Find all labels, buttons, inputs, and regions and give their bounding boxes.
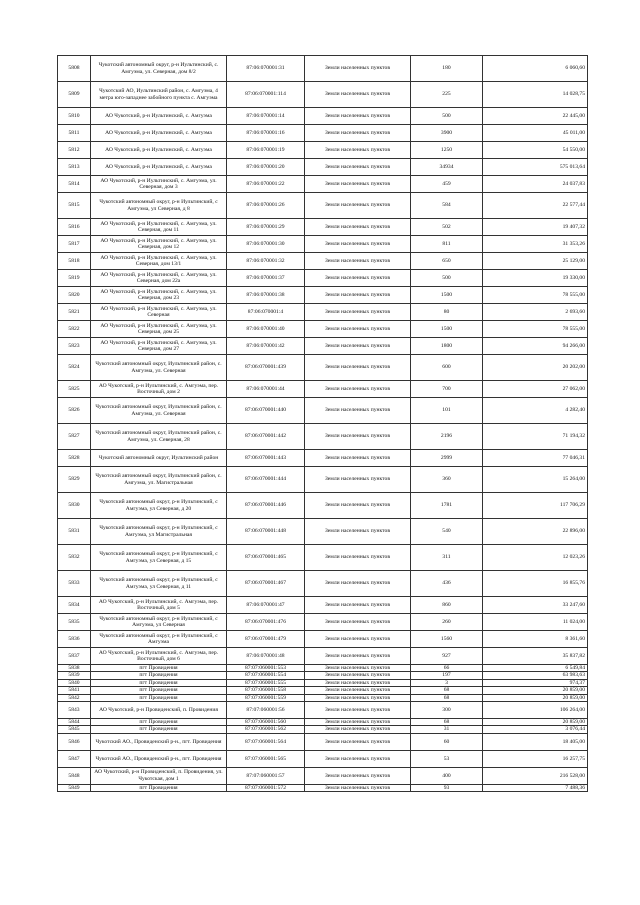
- address-cell: АО Чукотский, р-н Иультинский, с. Амгуэма, пер. Восточный, дом 5: [91, 597, 227, 614]
- cadastral-number-cell: 87:06:070001:440: [227, 398, 305, 424]
- row-number-cell: 5808: [58, 56, 91, 82]
- area-cell: 53: [411, 750, 483, 767]
- land-category-cell: Земли населенных пунктов: [305, 784, 411, 791]
- area-cell: 34934: [411, 159, 483, 176]
- cadastral-value-cell: 54 550,00: [483, 142, 588, 159]
- land-category-cell: Земли населенных пунктов: [305, 450, 411, 467]
- area-cell: 93: [411, 784, 483, 791]
- cadastral-number-cell: 87:06:070001:443: [227, 450, 305, 467]
- table-row: [58, 304, 588, 321]
- address-cell: пгт Провидения: [91, 687, 227, 694]
- land-category-cell: Земли населенных пунктов: [305, 355, 411, 381]
- cadastral-number-cell: 87:07:060001:558: [227, 687, 305, 694]
- cadastral-number-cell: 87:07:060001:554: [227, 672, 305, 679]
- cadastral-number-cell: 87:06:070001:37: [227, 270, 305, 287]
- cadastral-value-cell: 6 549,84: [483, 665, 588, 672]
- cadastral-number-cell: 87:07:060001:57: [227, 767, 305, 784]
- address-cell: АО Чукотский, р-н Провиденский, п. Провидения, ул. Чукотская, дом 1: [91, 767, 227, 784]
- table-body: [58, 56, 588, 792]
- land-category-cell: Земли населенных пунктов: [305, 142, 411, 159]
- table-row: [58, 694, 588, 701]
- table-row: [58, 719, 588, 726]
- area-cell: 540: [411, 519, 483, 545]
- row-number-cell: 5832: [58, 545, 91, 571]
- table-row: [58, 679, 588, 686]
- table-row: [58, 450, 588, 467]
- table-row: [58, 545, 588, 571]
- land-category-cell: Земли населенных пунктов: [305, 545, 411, 571]
- land-category-cell: Земли населенных пунктов: [305, 108, 411, 125]
- cadastral-number-cell: 87:06:070001:22: [227, 176, 305, 193]
- land-category-cell: Земли населенных пунктов: [305, 219, 411, 236]
- cadastral-value-cell: 63 983,63: [483, 672, 588, 679]
- address-cell: АО Чукотский, р-н Иультинский, с. Амгуэма, пер. Восточный, дом 2: [91, 381, 227, 398]
- row-number-cell: 5827: [58, 424, 91, 450]
- cadastral-number-cell: 87:06:070001:476: [227, 614, 305, 631]
- address-cell: Чукотский автономный округ, Иультинский район, с. Амгуэма, ул. Северная: [91, 355, 227, 381]
- area-cell: 700: [411, 381, 483, 398]
- cadastral-value-cell: 22 896,00: [483, 519, 588, 545]
- row-number-cell: 5843: [58, 702, 91, 719]
- address-cell: Чукотский автономный округ, р-н Иультинский, с. Амгуэма, ул. Северная, дом 8/2: [91, 56, 227, 82]
- land-category-cell: Земли населенных пунктов: [305, 159, 411, 176]
- cadastral-value-cell: 16 855,76: [483, 571, 588, 597]
- table-row: [58, 125, 588, 142]
- cadastral-value-cell: 575 013,64: [483, 159, 588, 176]
- address-cell: Чукотский АО, Иультинский район, с. Амгуэма, 4 метра юго-западнее забойного пункта с. Амгуэма: [91, 82, 227, 108]
- cadastral-number-cell: 87:06:070001:30: [227, 236, 305, 253]
- land-category-cell: Земли населенных пунктов: [305, 726, 411, 733]
- cadastral-value-cell: 45 011,00: [483, 125, 588, 142]
- land-category-cell: Земли населенных пунктов: [305, 750, 411, 767]
- area-cell: 650: [411, 253, 483, 270]
- land-plots-table: [57, 55, 588, 792]
- area-cell: 400: [411, 767, 483, 784]
- land-category-cell: Земли населенных пунктов: [305, 733, 411, 750]
- cadastral-number-cell: 87:06:070001:442: [227, 424, 305, 450]
- cadastral-number-cell: 87:07:060001:555: [227, 679, 305, 686]
- cadastral-number-cell: 87:06:070001:467: [227, 571, 305, 597]
- area-cell: 1781: [411, 493, 483, 519]
- cadastral-value-cell: 78 555,00: [483, 321, 588, 338]
- land-category-cell: Земли населенных пунктов: [305, 631, 411, 648]
- land-category-cell: Земли населенных пунктов: [305, 236, 411, 253]
- area-cell: 80: [411, 304, 483, 321]
- cadastral-value-cell: 94 266,00: [483, 338, 588, 355]
- table-row: [58, 142, 588, 159]
- table-row: [58, 270, 588, 287]
- address-cell: АО Чукотский, р-н Провиденский, п. Провидения: [91, 702, 227, 719]
- land-category-cell: Земли населенных пунктов: [305, 176, 411, 193]
- area-cell: 260: [411, 614, 483, 631]
- land-category-cell: Земли населенных пунктов: [305, 719, 411, 726]
- row-number-cell: 5839: [58, 672, 91, 679]
- area-cell: 2999: [411, 450, 483, 467]
- address-cell: Чукотский автономный округ, р-н Иультинский, с Амгуэма, ул Северная, д 8: [91, 193, 227, 219]
- row-number-cell: 5849: [58, 784, 91, 791]
- row-number-cell: 5835: [58, 614, 91, 631]
- cadastral-number-cell: 87:07:060001:564: [227, 733, 305, 750]
- area-cell: 436: [411, 571, 483, 597]
- cadastral-value-cell: 77 046,31: [483, 450, 588, 467]
- address-cell: пгт Провидения: [91, 784, 227, 791]
- cadastral-number-cell: 87:06:070001:42: [227, 338, 305, 355]
- cadastral-number-cell: 87:07:060001:562: [227, 726, 305, 733]
- table-row: [58, 687, 588, 694]
- area-cell: 1250: [411, 142, 483, 159]
- cadastral-value-cell: 27 062,00: [483, 381, 588, 398]
- cadastral-value-cell: 20 859,00: [483, 719, 588, 726]
- cadastral-number-cell: 87:06:070001:31: [227, 56, 305, 82]
- address-cell: Чукотский автономный округ, Иультинский район, с. Амгуэма, ул. Северная, 28: [91, 424, 227, 450]
- table-row: [58, 571, 588, 597]
- table-row: [58, 631, 588, 648]
- land-category-cell: Земли населенных пунктов: [305, 493, 411, 519]
- row-number-cell: 5812: [58, 142, 91, 159]
- row-number-cell: 5842: [58, 694, 91, 701]
- area-cell: 502: [411, 219, 483, 236]
- land-category-cell: Земли населенных пунктов: [305, 571, 411, 597]
- area-cell: 927: [411, 648, 483, 665]
- address-cell: пгт Провидения: [91, 665, 227, 672]
- row-number-cell: 5837: [58, 648, 91, 665]
- row-number-cell: 5809: [58, 82, 91, 108]
- table-row: [58, 672, 588, 679]
- cadastral-value-cell: 7 488,36: [483, 784, 588, 791]
- table-row: [58, 424, 588, 450]
- address-cell: АО Чукотский, р-н Иультинский, с. Амгуэма, ул. Северная, дом 25: [91, 321, 227, 338]
- table-row: [58, 108, 588, 125]
- cadastral-value-cell: 71 194,32: [483, 424, 588, 450]
- area-cell: 68: [411, 687, 483, 694]
- cadastral-value-cell: 22 445,00: [483, 108, 588, 125]
- row-number-cell: 5816: [58, 219, 91, 236]
- area-cell: 300: [411, 702, 483, 719]
- address-cell: АО Чукотский, р-н Иультинский, с. Амгуэма, ул. Северная, дом 22а: [91, 270, 227, 287]
- cadastral-number-cell: 87:06:070001:32: [227, 253, 305, 270]
- cadastral-number-cell: 87:06:070001:448: [227, 519, 305, 545]
- area-cell: 500: [411, 108, 483, 125]
- address-cell: АО Чукотский, р-н Иультинский, с. Амгуэма, пер. Восточный, дом 6: [91, 648, 227, 665]
- address-cell: Чукотский автономный округ, Иультинский район, с. Амгуэма, ул. Магистральная: [91, 467, 227, 493]
- row-number-cell: 5814: [58, 176, 91, 193]
- area-cell: 2196: [411, 424, 483, 450]
- row-number-cell: 5828: [58, 450, 91, 467]
- address-cell: АО Чукотский, р-н Иультинский, с. Амгуэма, ул. Северная: [91, 304, 227, 321]
- row-number-cell: 5825: [58, 381, 91, 398]
- land-category-cell: Земли населенных пунктов: [305, 665, 411, 672]
- row-number-cell: 5846: [58, 733, 91, 750]
- cadastral-value-cell: 78 555,00: [483, 287, 588, 304]
- cadastral-value-cell: 117 706,29: [483, 493, 588, 519]
- table-row: [58, 287, 588, 304]
- address-cell: Чукотский АО., Провиденский р-н., пгт. Провидения: [91, 733, 227, 750]
- address-cell: АО Чукотский, р-н Иультинский, с. Амгуэма, ул. Северная, дом 3: [91, 176, 227, 193]
- cadastral-value-cell: 20 859,00: [483, 694, 588, 701]
- area-cell: 860: [411, 597, 483, 614]
- table-row: [58, 493, 588, 519]
- area-cell: 68: [411, 694, 483, 701]
- area-cell: 1500: [411, 321, 483, 338]
- area-cell: 600: [411, 355, 483, 381]
- address-cell: Чукотский АО., Провиденский р-н., пгт. Провидения: [91, 750, 227, 767]
- table-row: [58, 236, 588, 253]
- table-row: [58, 398, 588, 424]
- row-number-cell: 5836: [58, 631, 91, 648]
- land-category-cell: Земли населенных пунктов: [305, 648, 411, 665]
- address-cell: Чукотский автономный округ, Иультинский район, с. Амгуэма, ул. Северная: [91, 398, 227, 424]
- cadastral-number-cell: 87:06:070001:38: [227, 287, 305, 304]
- table-row: [58, 597, 588, 614]
- cadastral-number-cell: 87:07:060001:572: [227, 784, 305, 791]
- row-number-cell: 5838: [58, 665, 91, 672]
- land-plots-table-page: [57, 55, 587, 792]
- cadastral-value-cell: 22 577,44: [483, 193, 588, 219]
- cadastral-number-cell: 87:06:070001:4: [227, 304, 305, 321]
- row-number-cell: 5818: [58, 253, 91, 270]
- area-cell: 459: [411, 176, 483, 193]
- land-category-cell: Земли населенных пунктов: [305, 270, 411, 287]
- cadastral-value-cell: 15 264,00: [483, 467, 588, 493]
- land-category-cell: Земли населенных пунктов: [305, 398, 411, 424]
- cadastral-number-cell: 87:06:070001:40: [227, 321, 305, 338]
- table-row: [58, 702, 588, 719]
- row-number-cell: 5848: [58, 767, 91, 784]
- land-category-cell: Земли населенных пунктов: [305, 287, 411, 304]
- address-cell: Чукотский автономный округ, р-н Иультинский, с Амгуэма: [91, 631, 227, 648]
- address-cell: Чукотский автономный округ, р-н Иультинский, с Амгуэма, ул Магистральная: [91, 519, 227, 545]
- row-number-cell: 5831: [58, 519, 91, 545]
- land-category-cell: Земли населенных пунктов: [305, 304, 411, 321]
- table-row: [58, 321, 588, 338]
- address-cell: Чукотский автономный округ, Иультинский район: [91, 450, 227, 467]
- cadastral-value-cell: 24 037,83: [483, 176, 588, 193]
- row-number-cell: 5823: [58, 338, 91, 355]
- cadastral-value-cell: 20 859,00: [483, 687, 588, 694]
- table-row: [58, 467, 588, 493]
- cadastral-number-cell: 87:06:070001:444: [227, 467, 305, 493]
- area-cell: 500: [411, 270, 483, 287]
- cadastral-number-cell: 87:06:070001:48: [227, 648, 305, 665]
- cadastral-value-cell: 19 330,00: [483, 270, 588, 287]
- table-row: [58, 784, 588, 791]
- cadastral-number-cell: 87:07:060001:565: [227, 750, 305, 767]
- cadastral-value-cell: 6 060,60: [483, 56, 588, 82]
- land-category-cell: Земли населенных пунктов: [305, 767, 411, 784]
- cadastral-number-cell: 87:07:060001:559: [227, 694, 305, 701]
- cadastral-value-cell: 11 024,00: [483, 614, 588, 631]
- address-cell: АО Чукотский, р-н Иультинский, с. Амгуэма: [91, 159, 227, 176]
- land-category-cell: Земли населенных пунктов: [305, 321, 411, 338]
- cadastral-value-cell: 14 028,75: [483, 82, 588, 108]
- address-cell: пгт Провидения: [91, 726, 227, 733]
- land-category-cell: Земли населенных пунктов: [305, 424, 411, 450]
- cadastral-value-cell: 18 405,00: [483, 733, 588, 750]
- cadastral-value-cell: 33 247,60: [483, 597, 588, 614]
- row-number-cell: 5811: [58, 125, 91, 142]
- cadastral-value-cell: 3 076,44: [483, 726, 588, 733]
- address-cell: АО Чукотский, р-н Иультинский, с. Амгуэма, ул. Северная, дом 23: [91, 287, 227, 304]
- land-category-cell: Земли населенных пунктов: [305, 193, 411, 219]
- land-category-cell: Земли населенных пунктов: [305, 56, 411, 82]
- area-cell: 311: [411, 545, 483, 571]
- table-row: [58, 750, 588, 767]
- cadastral-value-cell: 4 282,40: [483, 398, 588, 424]
- cadastral-number-cell: 87:06:070001:44: [227, 381, 305, 398]
- row-number-cell: 5844: [58, 719, 91, 726]
- row-number-cell: 5820: [58, 287, 91, 304]
- cadastral-number-cell: 87:06:070001:20: [227, 159, 305, 176]
- table-row: [58, 355, 588, 381]
- row-number-cell: 5833: [58, 571, 91, 597]
- cadastral-number-cell: 87:07:060001:553: [227, 665, 305, 672]
- table-row: [58, 648, 588, 665]
- address-cell: Чукотский автономный округ, р-н Иультинский, с Амгуэма, ул Северная, д 11: [91, 571, 227, 597]
- row-number-cell: 5829: [58, 467, 91, 493]
- address-cell: АО Чукотский, р-н Иультинский, с. Амгуэма, ул. Северная, дом 12: [91, 236, 227, 253]
- cadastral-number-cell: 87:06:070001:446: [227, 493, 305, 519]
- land-category-cell: Земли населенных пунктов: [305, 597, 411, 614]
- address-cell: АО Чукотский, р-н Иультинский, с. Амгуэма: [91, 142, 227, 159]
- area-cell: 60: [411, 733, 483, 750]
- cadastral-value-cell: 16 257,75: [483, 750, 588, 767]
- cadastral-value-cell: 12 023,26: [483, 545, 588, 571]
- cadastral-value-cell: 216 528,00: [483, 767, 588, 784]
- area-cell: 225: [411, 82, 483, 108]
- row-number-cell: 5821: [58, 304, 91, 321]
- row-number-cell: 5819: [58, 270, 91, 287]
- row-number-cell: 5841: [58, 687, 91, 694]
- land-category-cell: Земли населенных пунктов: [305, 702, 411, 719]
- land-category-cell: Земли населенных пунктов: [305, 694, 411, 701]
- land-category-cell: Земли населенных пунктов: [305, 82, 411, 108]
- cadastral-value-cell: 8 361,60: [483, 631, 588, 648]
- area-cell: 584: [411, 193, 483, 219]
- table-row: [58, 767, 588, 784]
- address-cell: АО Чукотский, р-н Иультинский, с. Амгуэма: [91, 125, 227, 142]
- address-cell: АО Чукотский, р-н Иультинский, с. Амгуэма: [91, 108, 227, 125]
- cadastral-value-cell: 106 264,00: [483, 702, 588, 719]
- land-category-cell: Земли населенных пунктов: [305, 679, 411, 686]
- row-number-cell: 5847: [58, 750, 91, 767]
- table-row: [58, 726, 588, 733]
- address-cell: пгт Провидения: [91, 694, 227, 701]
- cadastral-number-cell: 87:06:070001:465: [227, 545, 305, 571]
- cadastral-number-cell: 87:07:060001:560: [227, 719, 305, 726]
- area-cell: 1560: [411, 631, 483, 648]
- table-row: [58, 519, 588, 545]
- area-cell: 68: [411, 719, 483, 726]
- cadastral-value-cell: 31 353,26: [483, 236, 588, 253]
- area-cell: 3: [411, 679, 483, 686]
- land-category-cell: Земли населенных пунктов: [305, 467, 411, 493]
- cadastral-number-cell: 87:06:070001:439: [227, 355, 305, 381]
- address-cell: АО Чукотский, р-н Иультинский, с. Амгуэма, ул. Северная, дом 11: [91, 219, 227, 236]
- area-cell: 180: [411, 56, 483, 82]
- cadastral-number-cell: 87:06:070001:29: [227, 219, 305, 236]
- cadastral-value-cell: 19 407,32: [483, 219, 588, 236]
- table-row: [58, 614, 588, 631]
- address-cell: Чукотский автономный округ, р-н Иультинский, с Амгуэма, ул Северная, д 20: [91, 493, 227, 519]
- address-cell: пгт Провидения: [91, 679, 227, 686]
- area-cell: 31: [411, 726, 483, 733]
- address-cell: пгт Провидения: [91, 719, 227, 726]
- table-row: [58, 733, 588, 750]
- cadastral-value-cell: 974,37: [483, 679, 588, 686]
- cadastral-value-cell: 35 837,82: [483, 648, 588, 665]
- land-category-cell: Земли населенных пунктов: [305, 338, 411, 355]
- row-number-cell: 5826: [58, 398, 91, 424]
- table-row: [58, 381, 588, 398]
- row-number-cell: 5810: [58, 108, 91, 125]
- row-number-cell: 5822: [58, 321, 91, 338]
- address-cell: Чукотский автономный округ, р-н Иультинский, с Амгуэма, ул Северная: [91, 614, 227, 631]
- area-cell: 66: [411, 665, 483, 672]
- table-row: [58, 193, 588, 219]
- row-number-cell: 5834: [58, 597, 91, 614]
- row-number-cell: 5845: [58, 726, 91, 733]
- area-cell: 811: [411, 236, 483, 253]
- table-row: [58, 219, 588, 236]
- area-cell: 197: [411, 672, 483, 679]
- table-row: [58, 82, 588, 108]
- area-cell: 1500: [411, 287, 483, 304]
- table-row: [58, 176, 588, 193]
- row-number-cell: 5830: [58, 493, 91, 519]
- row-number-cell: 5813: [58, 159, 91, 176]
- cadastral-number-cell: 87:07:060001:56: [227, 702, 305, 719]
- area-cell: 360: [411, 467, 483, 493]
- land-category-cell: Земли населенных пунктов: [305, 253, 411, 270]
- table-row: [58, 56, 588, 82]
- cadastral-number-cell: 87:06:070001:16: [227, 125, 305, 142]
- row-number-cell: 5840: [58, 679, 91, 686]
- cadastral-value-cell: 25 129,00: [483, 253, 588, 270]
- cadastral-number-cell: 87:06:070001:14: [227, 108, 305, 125]
- land-category-cell: Земли населенных пунктов: [305, 519, 411, 545]
- table-row: [58, 253, 588, 270]
- cadastral-number-cell: 87:06:070001:19: [227, 142, 305, 159]
- address-cell: пгт Провидения: [91, 672, 227, 679]
- address-cell: Чукотский автономный округ, р-н Иультинский, с Амгуэма, ул Северная, д 15: [91, 545, 227, 571]
- land-category-cell: Земли населенных пунктов: [305, 614, 411, 631]
- address-cell: АО Чукотский, р-н Иультинский, с. Амгуэма, ул. Северная, дом 27: [91, 338, 227, 355]
- cadastral-number-cell: 87:06:070001:47: [227, 597, 305, 614]
- cadastral-number-cell: 87:06:070001:479: [227, 631, 305, 648]
- area-cell: 101: [411, 398, 483, 424]
- table-row: [58, 338, 588, 355]
- land-category-cell: Земли населенных пунктов: [305, 381, 411, 398]
- land-category-cell: Земли населенных пунктов: [305, 125, 411, 142]
- row-number-cell: 5815: [58, 193, 91, 219]
- address-cell: АО Чукотский, р-н Иультинский, с. Амгуэма, ул. Северная, дом 13/1: [91, 253, 227, 270]
- area-cell: 3900: [411, 125, 483, 142]
- land-category-cell: Земли населенных пунктов: [305, 687, 411, 694]
- row-number-cell: 5824: [58, 355, 91, 381]
- row-number-cell: 5817: [58, 236, 91, 253]
- cadastral-value-cell: 20 202,00: [483, 355, 588, 381]
- cadastral-value-cell: 2 693,60: [483, 304, 588, 321]
- table-row: [58, 665, 588, 672]
- cadastral-number-cell: 87:06:070001:114: [227, 82, 305, 108]
- land-category-cell: Земли населенных пунктов: [305, 672, 411, 679]
- area-cell: 1800: [411, 338, 483, 355]
- cadastral-number-cell: 87:06:070001:26: [227, 193, 305, 219]
- table-row: [58, 159, 588, 176]
